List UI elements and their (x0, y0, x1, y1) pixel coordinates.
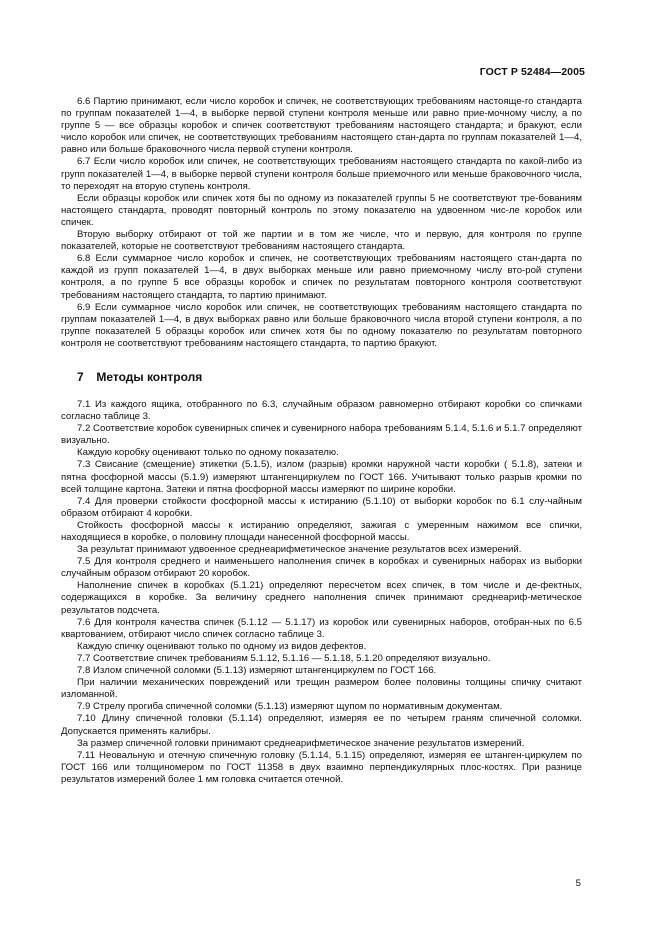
paragraph-7-4: 7.4 Для проверки стойкости фосфорной массы к истиранию (5.1.10) от выборки коробок по 6.1 слу-чайным образом отбирают 4 коробки. (61, 495, 582, 519)
paragraph-7-1: 7.1 Из каждого ящика, отобранного по 6.3, случайным образом равномерно отбирают коробки со спичками согласно таблице 3. (61, 398, 582, 423)
paragraph-6-8: 6.8 Если суммарное число коробок и спичек, не соответствующих требованиям настоящего стан-дарта по каждой из групп показателей 1—4, в двух выборках меньше или равно приемочному числу вто-рой ступени контроля, а по группе 5 все образцы коробок и спичек по результатам повторного контроля соответствуют требованиям настоящего стандарта, то партию принимают. (61, 253, 582, 301)
paragraph-7-8-note: При наличии механических повреждений или трещин размером более половины толщины спичку считают изломанной. (61, 677, 582, 701)
paragraph-7-10: 7.10 Длину спичечной головки (5.1.14) определяют, измеряя ее по четырем граням спичечной соломки. Допускается применять калибры. (61, 713, 582, 737)
paragraph-6-7-second-sample: Вторую выборку отбирают от той же партии и в том же числе, что и первую, для контроля по группе показателей, которые не соответствуют требованиям настоящего стандарта. (61, 229, 582, 253)
section-6-continuation (61, 96, 582, 350)
document-id: ГОСТ Р 52484—2005 (479, 66, 585, 78)
paragraph-6-7-group5: Если образцы коробок или спичек хотя бы по одному из показателей группы 5 не соответствуют тре-бованиям настоящего стандарта, проводят повторный контроль по этому показателю на удвоенном чис-ле коробок или спичек. (61, 192, 582, 228)
section-7 (61, 399, 582, 786)
paragraph-7-5: 7.5 Для контроля среднего и наименьшего наполнения спичек в коробках и сувенирных наборах из выборки случайным образом отбирают 20 коробок. (61, 556, 582, 580)
paragraph-7-2: 7.2 Соответствие коробок сувенирных спичек и сувенирного набора требованиям 5.1.4, 5.1.6 и 5.1.7 определяют визуально. (61, 423, 582, 447)
paragraph-6-6: 6.6 Партию принимают, если число коробок и спичек, не соответствующих требованиям настояще-го стандарта по группам показателей 1—4, в выборке первой ступени контроля меньше или равно прие-мочному числу, а по группе 5 — все образцы коробок и спичек соответствуют требованиям настоящего стандарта; и бракуют, если число коробок или спичек, не соответствующих требованиям настоящего стан-дарта по группам показателей 1—4, равно или больше браковочного числа первой ступени контроля. (61, 96, 582, 156)
section-7-number: 7 (77, 369, 84, 384)
paragraph-6-9: 6.9 Если суммарное число коробок или спичек, не соответствующих требованиям настоящего стандарта по группам показателей 1—4, в двух выборках равно или больше браковочного числа второй ступени контроля, а по группе показателей 5 образцы коробок или спичек хотя бы по одному показателю по результатам повторного контроля не соответствуют требованиям настоящего стандарта, то партию бракуют. (61, 301, 582, 349)
paragraph-7-2-note: Каждую коробку оценивают только по одному показателю. (77, 447, 339, 459)
section-7-heading (77, 370, 582, 385)
paragraph-7-8: 7.8 Излом спичечной соломки (5.1.13) измеряют штангенциркулем по ГОСТ 166. (77, 665, 437, 677)
paragraph-7-11: 7.11 Неовальную и отечную спичечную головку (5.1.14, 5.1.15) определяют, измеряя ее штанген-циркулем по ГОСТ 166 или толщиномером по ГОСТ 11358 в двух взаимно перпендикулярных плос-костях. При разнице результатов измерений более 1 мм головка считается отечной. (61, 749, 582, 785)
paragraph-7-10-result: За размер спичечной головки принимают среднеарифметическое значение результатов измерений. (77, 737, 525, 749)
paragraph-6-7: 6.7 Если число коробок или спичек, не соответствующих требованиям настоящего стандарта по какой-либо из групп показателей 1—4, в выборке первой ступени контроля больше приемочного или меньше браковочного числа, то переходят на вторую ступень контроля. (61, 156, 582, 192)
paragraph-7-6-note: Каждую спичку оценивают только по одному из видов дефектов. (77, 640, 367, 652)
page-number: 5 (575, 878, 581, 889)
paragraph-7-4-method: Стойкость фосфорной массы к истиранию определяют, зажигая с умеренным нажимом все спички, находящиеся в коробке, о половину площади нанесенной фосфорной массы. (61, 519, 582, 543)
paragraph-7-6: 7.6 Для контроля качества спичек (5.1.12 — 5.1.17) из коробок или сувенирных наборов, отобран-ных по 6.5 квартованием, отбирают число спичек согласно таблице 3. (61, 616, 582, 640)
paragraph-7-5-filling: Наполнение спичек в коробках (5.1.21) определяют пересчетом всех спичек, в том числе и де-фектных, содержащихся в коробке. За величину среднего наполнения спичек принимают среднеариф-метическое результатов подсчета. (61, 580, 582, 616)
paragraph-7-9: 7.9 Стрелу прогиба спичечной соломки (5.1.13) измеряют щупом по нормативным документам. (77, 701, 503, 713)
document-header (480, 66, 585, 78)
paragraph-7-4-result: За результат принимают удвоенное среднеарифметическое значение результатов всех измерений. (77, 544, 522, 556)
document-body (61, 96, 582, 786)
paragraph-7-3: 7.3 Свисание (смещение) этикетки (5.1.5), излом (разрыв) кромки наружной части коробки ( 5.1.8), затеки и пятна фосфорной массы (5.1.9) измеряют штангенциркулем по ГОСТ 166. Учитывают только разрыв кромки по всей толщине картона. Затеки и пятна фосфорной массы измеряют по ширине коробки. (61, 459, 582, 495)
section-7-title: Методы контроля (96, 369, 203, 384)
paragraph-7-7: 7.7 Соответствие спичек требованиям 5.1.12, 5.1.16 — 5.1.18, 5.1.20 определяют визуально. (77, 652, 491, 664)
